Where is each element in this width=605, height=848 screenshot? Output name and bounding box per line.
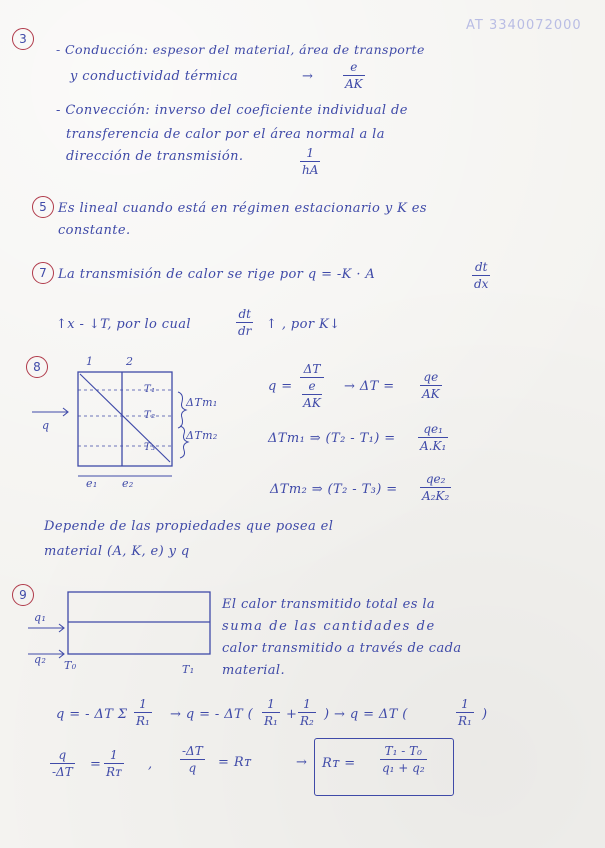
q9-eq2-f: = Rᴛ: [218, 755, 252, 770]
q9-eq2a-den: -ΔT: [52, 765, 73, 779]
fraction-bar: [236, 322, 253, 323]
q9-eq1f-num: 1: [303, 697, 311, 711]
q8-diagram-e1: e₁: [86, 477, 98, 490]
q3-line-4: transferencia de calor por el área normal a la: [66, 127, 385, 142]
q9-eq1h-den: R₁: [458, 714, 472, 728]
q3-line-1: - Conducción: espesor del material, área de transporte: [56, 42, 425, 57]
q9-box-num: T₁ - T₀: [384, 744, 422, 758]
q8-wall-diagram: [30, 350, 230, 490]
q8-eq2-den: A.K₁: [420, 439, 447, 453]
q8-diagram-t1: T₁: [144, 384, 156, 395]
q9-eq1d-num: 1: [267, 697, 275, 711]
fraction-bar: [300, 377, 324, 378]
fraction-bar: [104, 763, 124, 764]
q9-box-left: Rᴛ =: [322, 756, 356, 771]
q9-eq1-frac-b: [134, 697, 152, 728]
q9-diagram-t1: T₁: [182, 663, 195, 676]
q8-diagram-col-1: 1: [86, 355, 94, 368]
q3-fraction-conduction: [343, 60, 365, 91]
q8-diagram-t2: T₂: [144, 410, 156, 421]
q9-eq2-d: ,: [148, 757, 153, 772]
question-3-number: 3: [12, 28, 34, 50]
q9-eq2c-den: Rᴛ: [106, 765, 122, 779]
fraction-bar: [300, 161, 320, 162]
q9-box-den: q₁ + q₂: [382, 761, 425, 775]
q7-line-1: La transmisión de calor se rige por q = -K · A: [58, 267, 376, 282]
q9-eq1b-num: 1: [139, 697, 147, 711]
q8-eq1-den-den: AK: [303, 396, 321, 410]
fraction-bar: [298, 712, 316, 713]
q7-frac2-num: dt: [238, 307, 251, 321]
fraction-bar: [302, 394, 322, 395]
q3-frac-num: e: [350, 60, 358, 74]
q8-line-2: material (A, K, e) y q: [44, 544, 190, 559]
q8-eq1-fraction: [300, 362, 324, 410]
q8-eq3-fraction: [420, 472, 451, 503]
q8-eq2-num: qe₁: [423, 422, 443, 436]
q9-diagram-t0: T₀: [64, 659, 77, 672]
q8-eq1-left: q =: [268, 379, 293, 394]
q8-eq1-den-num: e: [308, 379, 316, 393]
q9-eq1-g: ) → q = ΔT (: [324, 707, 408, 722]
q8-diagram-e2: e₂: [122, 477, 134, 490]
q9-eq2-frac-c: [104, 748, 124, 779]
q9-eq1b-den: R₁: [136, 714, 150, 728]
q9-eq2c-num: 1: [110, 748, 118, 762]
q9-diagram-q1: q₁: [34, 611, 47, 624]
q8-eq3-den: A₂K₂: [422, 489, 450, 503]
q3-fraction-convection: [300, 146, 320, 177]
q8-line-1: Depende de las propiedades que posea el: [44, 519, 334, 534]
q9-eq1-a: q = - ΔT Σ: [56, 707, 128, 722]
fraction-bar: [380, 759, 427, 760]
q7-frac2-den: dr: [238, 324, 252, 338]
q9-eq1-i: ): [482, 707, 488, 722]
fraction-bar: [262, 712, 280, 713]
q3-line-2: y conductividad térmica: [70, 69, 239, 84]
q7-frac-den: dx: [474, 277, 489, 291]
q9-text-2: suma de las cantidades de: [222, 619, 436, 634]
q8-eq1-arrow: → ΔT =: [344, 379, 395, 394]
q9-box-fraction: [380, 744, 427, 775]
q9-diagram-q2: q₂: [34, 653, 47, 666]
q7-fraction-dt-dx: [472, 260, 490, 291]
q9-eq2-g: →: [296, 755, 308, 770]
q9-eq2e-den: q: [188, 761, 197, 775]
fraction-bar: [472, 275, 490, 276]
q9-text-4: material.: [222, 663, 286, 678]
fraction-bar: [420, 385, 442, 386]
q8-eq3-left: ΔTm₂ ⇒ (T₂ - T₃) =: [270, 482, 398, 497]
q8-diagram-t3: T₃: [144, 442, 156, 453]
q9-text-1: El calor transmitido total es la: [222, 597, 436, 612]
fraction-bar: [343, 75, 365, 76]
q8-eq1-den: [300, 379, 324, 410]
question-9-number: 9: [12, 584, 34, 606]
q3-arrow: →: [302, 69, 314, 84]
q9-eq2-frac-a: [50, 748, 75, 779]
q3-line-3: - Convección: inverso del coeficiente individual de: [56, 103, 408, 118]
q9-eq1-frac-f: [298, 697, 316, 728]
q9-eq1-frac-d: [262, 697, 280, 728]
fraction-bar: [134, 712, 152, 713]
question-7-number: 7: [32, 262, 54, 284]
q8-eq3-num: qe₂: [425, 472, 446, 486]
q9-eq2-b: =: [90, 757, 102, 772]
q8-eq2-left: ΔTm₁ ⇒ (T₂ - T₁) =: [268, 431, 396, 446]
q3-frac2-num: 1: [306, 146, 315, 160]
q7-line-2a: ↑x - ↓T, por lo cual: [56, 317, 191, 332]
q8-eq2-fraction: [418, 422, 448, 453]
fraction-bar: [418, 437, 448, 438]
fraction-bar: [420, 487, 451, 488]
q3-frac2-den: hA: [302, 163, 319, 177]
q9-eq1h-num: 1: [461, 697, 469, 711]
q8-diagram-col-2: 2: [126, 355, 134, 368]
q9-eq1d-den: R₁: [264, 714, 278, 728]
q8-eq1-r-num: qe: [423, 370, 439, 384]
q8-eq1-r-den: AK: [422, 387, 440, 401]
q7-fraction-dt-dr: [236, 307, 253, 338]
fraction-bar: [180, 759, 205, 760]
q3-frac-den: AK: [345, 77, 363, 91]
q3-line-5: dirección de transmisión.: [66, 149, 244, 164]
q9-text-3: calor transmitido a través de cada: [222, 641, 462, 656]
q9-eq1-frac-h: [456, 697, 474, 728]
q9-eq1f-den: R₂: [300, 714, 314, 728]
q9-eq1-c: → q = - ΔT (: [170, 707, 254, 722]
fraction-bar: [50, 763, 75, 764]
q8-eq1-result: [420, 370, 442, 401]
q8-diagram-dtm1: ΔTm₁: [186, 396, 218, 409]
q9-eq2-frac-e: [180, 744, 205, 775]
q8-eq1-num: ΔT: [303, 362, 321, 376]
fraction-bar: [456, 712, 474, 713]
q9-eq2e-num: -ΔT: [182, 744, 203, 758]
q9-eq1-e: +: [286, 707, 298, 722]
page-stamp: AT 3340072000: [466, 18, 582, 33]
question-5-number: 5: [32, 196, 54, 218]
q5-line-2: constante.: [58, 223, 131, 238]
question-8-number: 8: [26, 356, 48, 378]
q7-line-2b: ↑ , por K↓: [266, 317, 341, 332]
q5-line-1: Es lineal cuando está en régimen estacionario y K es: [58, 201, 427, 216]
q8-diagram-dtm2: ΔTm₂: [186, 429, 218, 442]
q8-diagram-q: q: [42, 419, 50, 432]
q9-eq2a-num: q: [58, 748, 67, 762]
q7-frac-num: dt: [474, 260, 488, 274]
